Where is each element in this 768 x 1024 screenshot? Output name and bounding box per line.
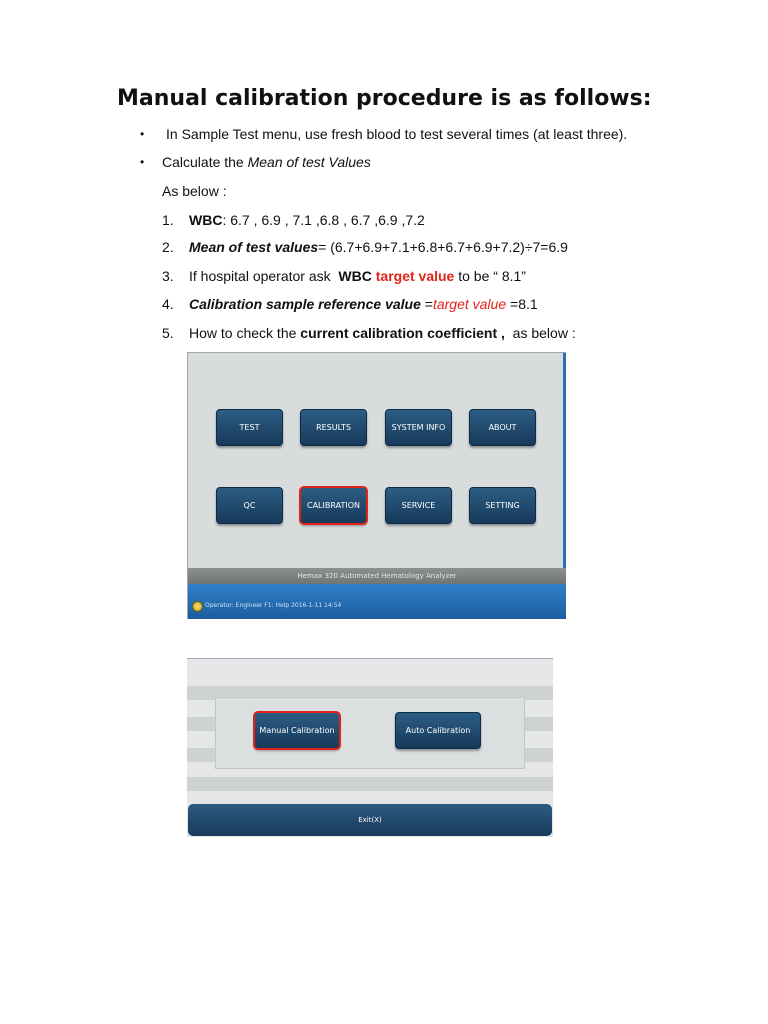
step-3-text: If hospital operator ask	[189, 268, 331, 284]
target-value-label: target value	[375, 268, 455, 284]
bullet-marker: •	[140, 127, 145, 141]
mean-label: Mean of test values	[189, 239, 319, 255]
system-info-button[interactable]: SYSTEM INFO	[385, 409, 452, 446]
bullet-text: Calculate the	[162, 154, 244, 170]
calibration-menu-screenshot	[187, 658, 553, 837]
step-5	[189, 324, 576, 342]
status-text: Operator: Engineer F1: Help 2016-1-11 14:54	[205, 602, 342, 609]
results-button[interactable]: RESULTS	[300, 409, 367, 446]
test-button[interactable]: TEST	[216, 409, 283, 446]
italic-phrase: Mean of test Values	[247, 154, 371, 170]
step-number: 4.	[162, 296, 174, 312]
step-1	[189, 211, 425, 229]
step-4	[189, 295, 538, 313]
page-title: Manual calibration procedure is as follows:	[117, 86, 652, 111]
analyzer-title-bar: Hemax 320 Automated Hematology Analyzer	[188, 568, 566, 584]
screen-edge	[563, 353, 566, 568]
service-button[interactable]: SERVICE	[385, 487, 452, 524]
background-stripe	[187, 777, 553, 791]
step-3	[189, 267, 526, 285]
step-number: 1.	[162, 212, 174, 228]
calibration-button[interactable]: CALIBRATION	[300, 487, 367, 524]
about-button[interactable]: ABOUT	[469, 409, 536, 446]
target-value-text: to be “ 8.1”	[458, 268, 526, 284]
exit-button[interactable]: Exit(X)	[188, 804, 552, 836]
manual-calibration-button[interactable]: Manual Calibration	[254, 712, 340, 749]
power-icon[interactable]	[192, 601, 203, 612]
bullet-marker: •	[140, 155, 145, 169]
auto-calibration-button[interactable]: Auto Calibration	[395, 712, 481, 749]
mean-formula: = (6.7+6.9+7.1+6.8+6.7+6.9+7.2)÷7=6.9	[318, 239, 568, 255]
step-number: 2.	[162, 239, 174, 255]
main-menu-screenshot	[187, 352, 566, 619]
step-2	[189, 238, 568, 256]
step-5-suffix: as below :	[512, 325, 576, 341]
equals-sign: =	[420, 296, 433, 312]
step-5-text: How to check the	[189, 325, 297, 341]
coefficient-label: current calibration coefficient ,	[300, 325, 505, 341]
as-below-text: As below :	[162, 183, 227, 199]
bullet-item-1: In Sample Test menu, use fresh blood to test several times (at least three).	[166, 126, 628, 142]
reference-value: =8.1	[506, 296, 538, 312]
step-number: 5.	[162, 325, 174, 341]
step-number: 3.	[162, 268, 174, 284]
target-value-label: target value	[432, 296, 507, 312]
setting-button[interactable]: SETTING	[469, 487, 536, 524]
wbc-values: : 6.7 , 6.9 , 7.1 ,6.8 , 6.7 ,6.9 ,7.2	[222, 212, 425, 228]
status-bar	[188, 584, 566, 619]
reference-value-label: Calibration sample reference value	[189, 296, 421, 312]
wbc-label: WBC	[189, 212, 223, 228]
wbc-label: WBC	[338, 268, 372, 284]
bullet-item-2	[162, 153, 371, 171]
qc-button[interactable]: QC	[216, 487, 283, 524]
